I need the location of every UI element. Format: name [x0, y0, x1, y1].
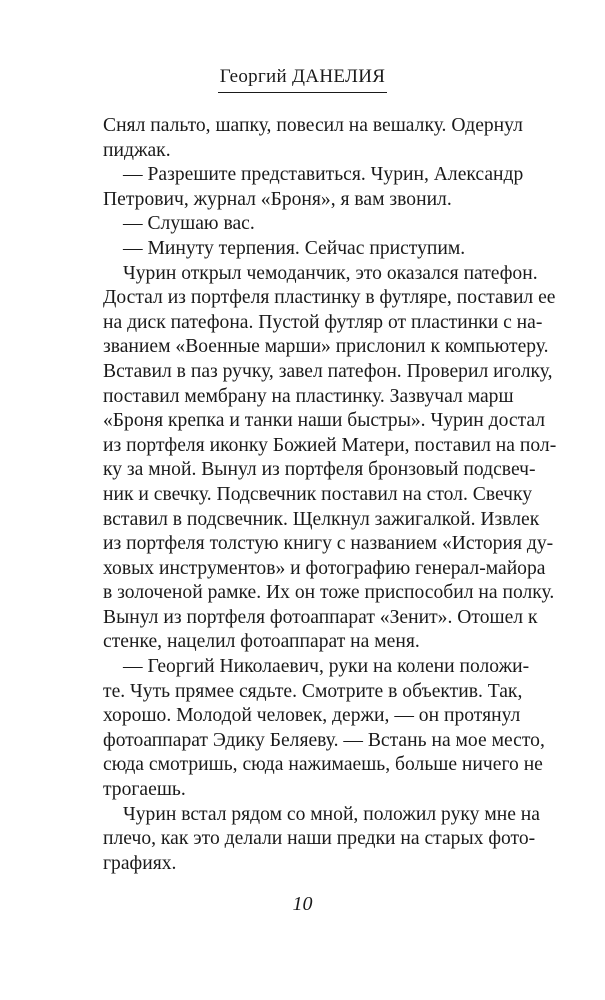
paragraph-4 — [103, 237, 503, 262]
text-line: стенке, нацелил фотоаппарат на меня. — [103, 631, 420, 653]
text-line: на диск патефона. Пустой футляр от пластинки с на- — [103, 311, 543, 333]
text-line: — Минуту терпения. Сейчас приступим. — [123, 237, 466, 259]
text-line: Вынул из портфеля фотоаппарат «Зенит». Отошел к — [103, 606, 538, 628]
text-line: ховых инструментов» и фотографию генерал-майора — [103, 557, 546, 579]
text-line: из портфеля толстую книгу с названием «История ду- — [103, 533, 554, 555]
text-line: Чурин встал рядом со мной, положил руку мне на — [123, 803, 540, 825]
text-line: из портфеля иконку Божией Матери, поставил на пол- — [103, 434, 557, 456]
paragraph-2 — [103, 163, 524, 212]
paragraph-6 — [103, 655, 545, 803]
text-line: плечо, как это делали наши предки на старых фото- — [103, 828, 536, 850]
text-line: ку за мной. Вынул из портфеля бронзовый подсвеч- — [103, 459, 536, 481]
text-line: поставил мембрану на пластинку. Зазвучал марш — [103, 385, 514, 407]
paragraph-5 — [103, 262, 557, 656]
text-line: в золоченой рамке. Их он тоже приспособил на полку. — [103, 582, 555, 604]
body-text — [103, 114, 557, 876]
running-header-title: Георгий ДАНЕЛИЯ — [218, 66, 387, 93]
text-line: Чурин открыл чемоданчик, это оказался патефон. — [123, 262, 538, 284]
text-line: ник и свечку. Подсвечник поставил на стол. Свечку — [103, 483, 533, 505]
text-line: графиях. — [103, 852, 177, 874]
text-line: трогаешь. — [103, 779, 186, 801]
paragraph-3 — [103, 212, 503, 237]
text-line: хорошо. Молодой человек, держи, — он протянул — [103, 705, 521, 727]
text-line: Вставил в паз ручку, завел патефон. Проверил иголку, — [103, 360, 553, 382]
text-line: вставил в подсвечник. Щелкнул зажигалкой. Извлек — [103, 508, 540, 530]
running-header — [0, 66, 605, 93]
text-line: званием «Военные марши» прислонил к компьютеру. — [103, 336, 549, 358]
paragraph-7 — [103, 803, 540, 877]
text-line: Достал из портфеля пластинку в футляре, поставил ее — [103, 287, 556, 309]
text-line: Петрович, журнал «Броня», я вам звонил. — [103, 188, 452, 210]
text-line: — Георгий Николаевич, руки на колени положи- — [123, 656, 530, 678]
text-line: Снял пальто, шапку, повесил на вешалку. Одернул — [103, 115, 523, 136]
page-number: 10 — [292, 893, 313, 915]
paragraph-1 — [103, 114, 523, 163]
text-line: те. Чуть прямее сядьте. Смотрите в объектив. Так, — [103, 680, 523, 702]
text-line: — Разрешите представиться. Чурин, Александр — [123, 164, 524, 186]
text-line: — Слушаю вас. — [123, 213, 255, 235]
text-line: сюда смотришь, сюда нажимаешь, больше ничего не — [103, 754, 543, 776]
text-line: «Броня крепка и танки наши быстры». Чурин достал — [103, 410, 546, 432]
text-line: фотоаппарат Эдику Беляеву. — Встань на мое место, — [103, 729, 545, 751]
text-line: пиджак. — [103, 139, 171, 161]
